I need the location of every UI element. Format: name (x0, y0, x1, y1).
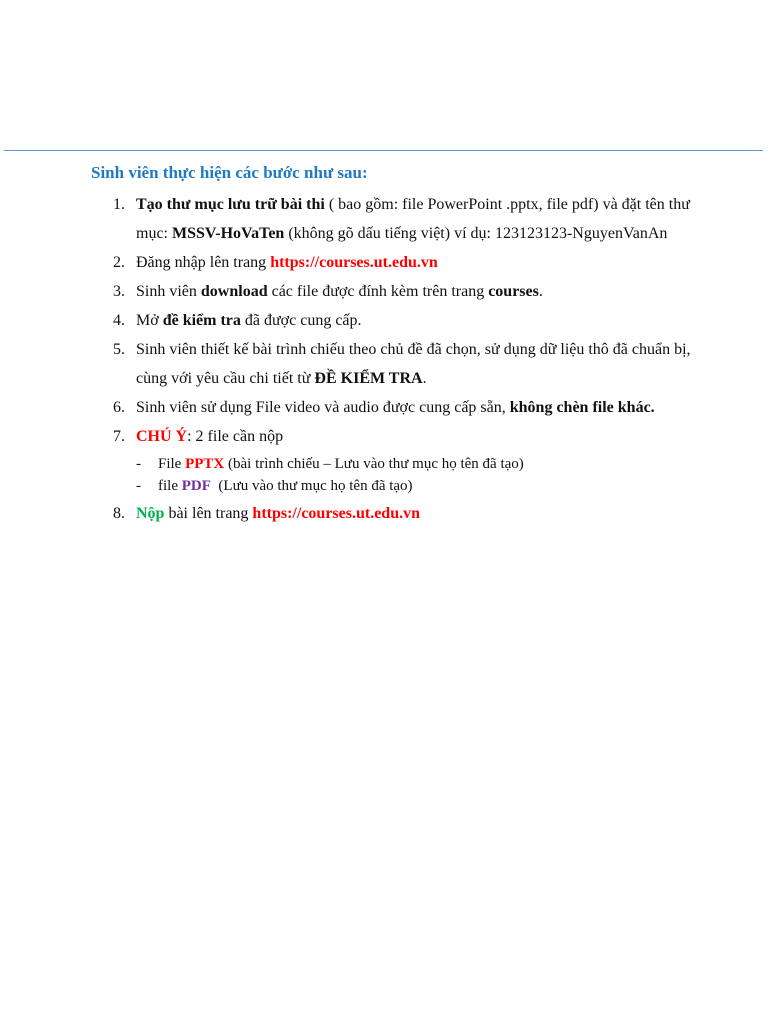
note-label: CHÚ Ý (136, 428, 188, 445)
step-number: 7. (113, 428, 125, 445)
pdf-label: PDF (181, 478, 211, 494)
step-text: bài lên trang (164, 505, 253, 522)
document-body (91, 160, 691, 528)
courses-link[interactable]: https://courses.ut.edu.vn (252, 505, 420, 522)
step-text: (không gõ dấu tiếng việt) ví dụ: 123123123-NguyenVanAn (284, 225, 668, 242)
step-7 (91, 422, 691, 451)
step-4 (91, 306, 691, 335)
step-8 (91, 499, 691, 528)
step-text-bold: courses (488, 283, 539, 300)
step-number: 6. (113, 399, 125, 416)
step-text: . (422, 370, 427, 387)
step-number: 8. (113, 505, 125, 522)
step-3 (91, 277, 691, 306)
step-5 (91, 335, 691, 393)
step-text-bold: Tạo thư mục lưu trữ bài thi (136, 196, 325, 213)
step-text: : 2 file cần nộp (187, 428, 284, 445)
step-number: 3. (113, 283, 125, 300)
header-divider (4, 150, 763, 151)
submit-label: Nộp (136, 505, 165, 522)
step-6 (91, 393, 691, 422)
step-text-bold: không chèn file khác. (509, 399, 655, 416)
step-text-bold: ĐỀ KIỂM TRA (314, 370, 423, 387)
pptx-label: PPTX (185, 456, 225, 472)
sub-text: (Lưu vào thư mục họ tên đã tạo) (210, 478, 413, 494)
sub-text: file (158, 478, 182, 494)
courses-link[interactable]: https://courses.ut.edu.vn (270, 254, 438, 271)
submission-files-list (91, 453, 691, 497)
dash-bullet: - (136, 478, 141, 494)
folder-name-format: MSSV-HoVaTen (172, 225, 285, 242)
steps-list (91, 190, 691, 451)
step-text-bold: download (200, 283, 268, 300)
sub-text: (bài trình chiếu – Lưu vào thư mục họ tên đã tạo) (224, 456, 524, 472)
step-number: 4. (113, 312, 125, 329)
sub-text: File (158, 456, 186, 472)
step-number: 5. (113, 341, 125, 358)
step-number: 1. (113, 196, 125, 213)
step-text: . (538, 283, 543, 300)
step-text: Sinh viên thiết kế bài trình chiếu theo chủ đề đã chọn, sử dụng dữ liệu thô đã chuẩn bị, cùng với yêu cầu chi tiết từ (136, 341, 691, 387)
step-text: ( bao gồm: file PowerPoint .pptx, file pdf) và đặt tên thư mục: (136, 196, 690, 242)
step-text: Sinh viên sử dụng File video và audio được cung cấp sẵn, (136, 399, 510, 416)
step-text: Đăng nhập lên trang (136, 254, 271, 271)
step-text: các file được đính kèm trên trang (267, 283, 489, 300)
step-text: đã được cung cấp. (240, 312, 362, 329)
step-2 (91, 248, 691, 277)
steps-list-continued (91, 499, 691, 528)
step-number: 2. (113, 254, 125, 271)
step-1 (91, 190, 691, 248)
instructions-heading: Sinh viên thực hiện các bước như sau: (91, 163, 368, 182)
step-text-bold: đề kiểm tra (162, 312, 241, 329)
list-item (91, 453, 691, 475)
dash-bullet: - (136, 456, 141, 472)
step-text: Mở (136, 312, 163, 329)
step-text: Sinh viên (136, 283, 201, 300)
list-item (91, 475, 691, 497)
